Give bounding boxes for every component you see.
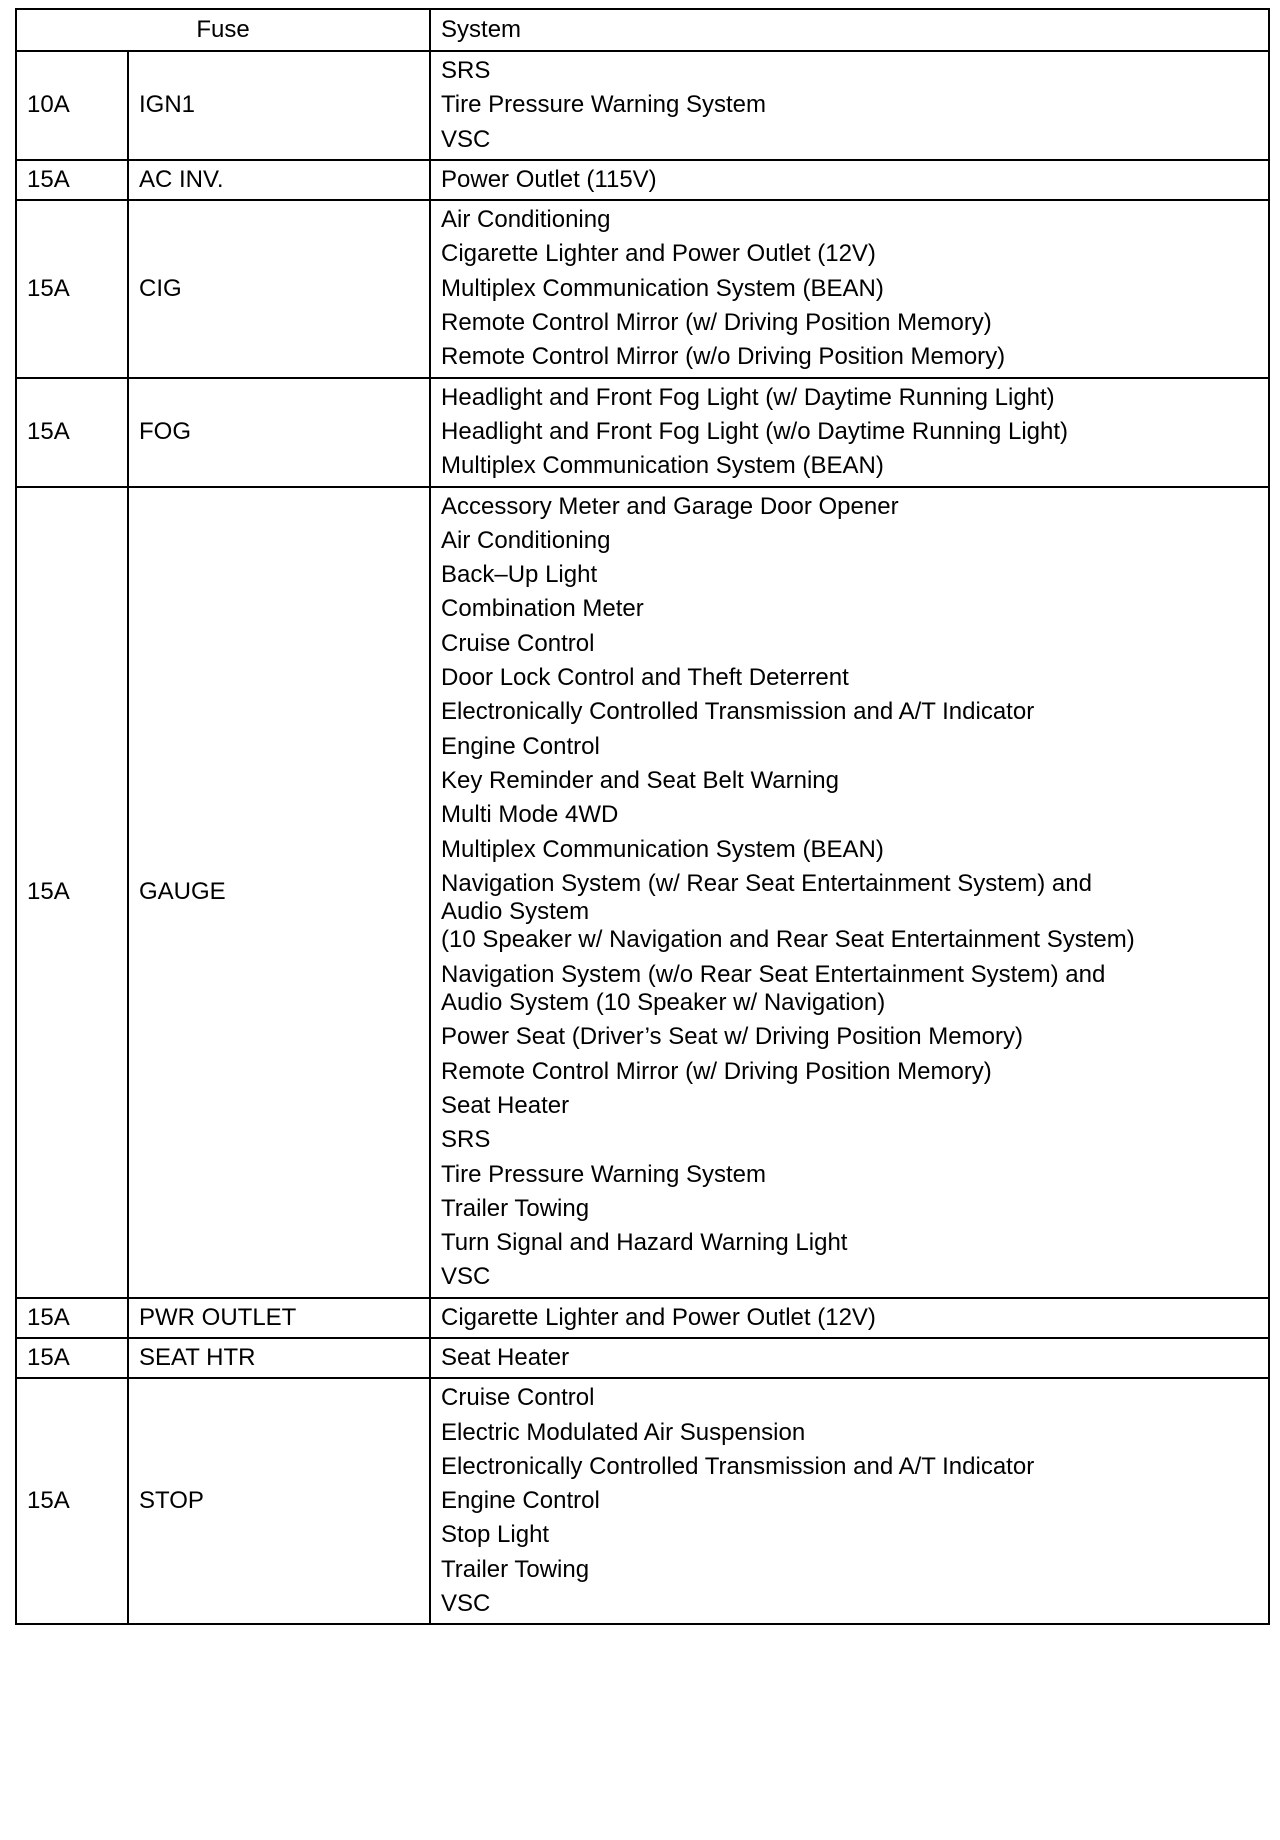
- fuse-name: GAUGE: [128, 487, 430, 1298]
- system-item: [441, 730, 1258, 764]
- fuse-amperage: 15A: [16, 1378, 128, 1624]
- system-item-line: Door Lock Control and Theft Deterrent: [441, 664, 849, 692]
- system-item: [441, 695, 1258, 729]
- system-item-line: Turn Signal and Hazard Warning Light: [441, 1229, 848, 1257]
- table-row: [16, 160, 1269, 200]
- table-row: [16, 378, 1269, 487]
- system-item-line: Navigation System (w/ Rear Seat Entertainment System) and: [441, 869, 1092, 897]
- system-item-line: VSC: [441, 125, 491, 153]
- system-item-line: Stop Light: [441, 1521, 550, 1549]
- table-row: [16, 51, 1269, 160]
- fuse-amperage: 15A: [16, 1338, 128, 1378]
- system-item: [441, 123, 1258, 157]
- system-list: [430, 1378, 1269, 1624]
- system-item-line: Seat Heater: [441, 1091, 570, 1119]
- fuse-amperage: 15A: [16, 200, 128, 377]
- system-item: [441, 203, 1258, 237]
- system-item: [441, 88, 1258, 122]
- system-item: [441, 415, 1258, 449]
- system-list: [430, 1298, 1269, 1338]
- system-item-line: Power Seat (Driver’s Seat w/ Driving Position Memory): [441, 1023, 1023, 1051]
- system-item: [441, 163, 1258, 197]
- system-item-line: VSC: [441, 1263, 491, 1291]
- system-item-line: Remote Control Mirror (w/ Driving Position Memory): [441, 309, 992, 337]
- fuse-table: [15, 8, 1270, 1625]
- system-item-line: Cruise Control: [441, 1384, 595, 1412]
- header-fuse: Fuse: [16, 9, 430, 51]
- system-item: [441, 1260, 1258, 1294]
- system-item-line: Trailer Towing: [441, 1555, 590, 1583]
- system-item-line: Tire Pressure Warning System: [441, 1160, 766, 1188]
- system-item: [441, 1055, 1258, 1089]
- fuse-name: STOP: [128, 1378, 430, 1624]
- system-item: [441, 764, 1258, 798]
- system-item: [441, 627, 1258, 661]
- fuse-amperage: 15A: [16, 378, 128, 487]
- system-item-line: Multiplex Communication System (BEAN): [441, 452, 884, 480]
- system-item: [441, 381, 1258, 415]
- system-item-line: Combination Meter: [441, 595, 644, 623]
- fuse-name: FOG: [128, 378, 430, 487]
- system-item-line: Power Outlet (115V): [441, 165, 657, 193]
- system-item: [441, 1089, 1258, 1123]
- system-list: [430, 200, 1269, 377]
- system-item-line: Engine Control: [441, 732, 600, 760]
- system-item: [441, 490, 1258, 524]
- system-item-line: Remote Control Mirror (w/ Driving Position Memory): [441, 1057, 992, 1085]
- fuse-amperage: 10A: [16, 51, 128, 160]
- system-item: [441, 1450, 1258, 1484]
- system-item-line: Headlight and Front Fog Light (w/o Daytime Running Light): [441, 417, 1069, 445]
- system-item: [441, 524, 1258, 558]
- system-item: [441, 1192, 1258, 1226]
- system-item: [441, 306, 1258, 340]
- system-item: [441, 798, 1258, 832]
- system-item-line: VSC: [441, 1590, 491, 1618]
- system-item-line: Audio System (10 Speaker w/ Navigation): [441, 989, 886, 1017]
- system-item: [441, 1484, 1258, 1518]
- system-item-line: Back–Up Light: [441, 561, 598, 589]
- system-item: [441, 1381, 1258, 1415]
- system-list: [430, 378, 1269, 487]
- system-item: [441, 592, 1258, 626]
- fuse-name: SEAT HTR: [128, 1338, 430, 1378]
- table-row: [16, 1298, 1269, 1338]
- system-item-line: SRS: [441, 1126, 491, 1154]
- system-list: [430, 51, 1269, 160]
- fuse-table-body: [16, 51, 1269, 1624]
- system-item-line: Remote Control Mirror (w/o Driving Position Memory): [441, 343, 1006, 371]
- system-item: [441, 237, 1258, 271]
- system-item-line: Multiplex Communication System (BEAN): [441, 835, 884, 863]
- system-item-line: Engine Control: [441, 1487, 600, 1515]
- system-item-line: Air Conditioning: [441, 526, 611, 554]
- system-item-line: Electric Modulated Air Suspension: [441, 1418, 806, 1446]
- system-item-line: Audio System: [441, 898, 590, 926]
- system-item-line: Accessory Meter and Garage Door Opener: [441, 492, 899, 520]
- system-item-line: Multiplex Communication System (BEAN): [441, 274, 884, 302]
- system-item-line: Cigarette Lighter and Power Outlet (12V): [441, 1303, 876, 1331]
- system-item: [441, 1341, 1258, 1375]
- system-item: [441, 1226, 1258, 1260]
- system-item-line: Headlight and Front Fog Light (w/ Daytime Running Light): [441, 383, 1055, 411]
- header-system: System: [430, 9, 1269, 51]
- system-list: [430, 487, 1269, 1298]
- system-item: [441, 272, 1258, 306]
- system-item: [441, 1587, 1258, 1621]
- system-item-line: Cruise Control: [441, 629, 595, 657]
- system-item: [441, 1518, 1258, 1552]
- fuse-name: IGN1: [128, 51, 430, 160]
- system-item-line: Tire Pressure Warning System: [441, 91, 766, 119]
- system-item: [441, 340, 1258, 374]
- system-item: [441, 661, 1258, 695]
- system-item-line: Trailer Towing: [441, 1194, 590, 1222]
- system-item: [441, 1301, 1258, 1335]
- fuse-amperage: 15A: [16, 1298, 128, 1338]
- table-row: [16, 200, 1269, 377]
- table-row: [16, 487, 1269, 1298]
- fuse-name: CIG: [128, 200, 430, 377]
- system-item: [441, 1158, 1258, 1192]
- system-item: [441, 1416, 1258, 1450]
- system-item: [441, 867, 1258, 958]
- system-item-line: Multi Mode 4WD: [441, 801, 619, 829]
- table-row: [16, 1378, 1269, 1624]
- system-item-line: SRS: [441, 57, 491, 84]
- system-item-line: Electronically Controlled Transmission and A/T Indicator: [441, 1452, 1035, 1480]
- system-item-line: Seat Heater: [441, 1343, 570, 1371]
- system-list: [430, 1338, 1269, 1378]
- system-list: [430, 160, 1269, 200]
- system-item: [441, 958, 1258, 1021]
- system-item: [441, 833, 1258, 867]
- system-item: [441, 54, 1258, 88]
- fuse-name: PWR OUTLET: [128, 1298, 430, 1338]
- system-item-line: Navigation System (w/o Rear Seat Entertainment System) and: [441, 960, 1106, 988]
- system-item: [441, 1020, 1258, 1054]
- header-row: [16, 9, 1269, 51]
- system-item-line: Key Reminder and Seat Belt Warning: [441, 766, 839, 794]
- system-item: [441, 1553, 1258, 1587]
- fuse-amperage: 15A: [16, 160, 128, 200]
- system-item-line: Electronically Controlled Transmission and A/T Indicator: [441, 698, 1035, 726]
- system-item-line: (10 Speaker w/ Navigation and Rear Seat Entertainment System): [441, 926, 1135, 954]
- system-item-line: Cigarette Lighter and Power Outlet (12V): [441, 240, 876, 268]
- system-item: [441, 449, 1258, 483]
- system-item: [441, 1123, 1258, 1157]
- fuse-amperage: 15A: [16, 487, 128, 1298]
- system-item: [441, 558, 1258, 592]
- fuse-name: AC INV.: [128, 160, 430, 200]
- table-row: [16, 1338, 1269, 1378]
- system-item-line: Air Conditioning: [441, 206, 611, 234]
